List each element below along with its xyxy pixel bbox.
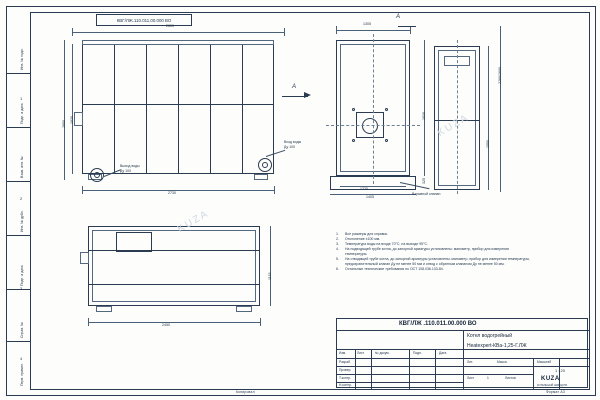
company-sub: КОТЕЛЬНЫЙ ЗАВОД РФ [537,384,568,387]
dim-line-front-height-overall [64,40,65,180]
front-view-top-rail [82,40,274,45]
dim-line-top-depth [270,226,271,306]
section-arrow-line-side [398,26,416,27]
top-view-foot-left [96,306,112,312]
dim-side-base-height: 325 [422,178,426,184]
callout-outlet-line1: Выход воды [120,164,140,168]
dim-front-width-inner: 2730 [168,191,176,195]
dim-line-front-width-overall [72,32,284,33]
dim-side-right-overall: 2260/2600 [498,67,502,84]
strip-label-2: Взам. инв. № [20,156,24,178]
dim-side-body-height: 1830 [422,112,426,120]
section-label-side: A [396,14,401,20]
tb-sheet-label: Лист [467,376,475,380]
top-view-panel-box [116,232,152,252]
callout-inlet-line1: Вход воды [284,140,302,144]
edge-number-2: 2 [20,196,23,201]
tb-head-podp: Подп. [413,351,422,355]
note-num-6: 6. [336,266,339,271]
tb-sheet-value: 1 [487,376,489,380]
dim-tick-c [82,186,83,194]
dim-line-side-bottom-width [340,186,406,187]
edge-number-1: 1 [20,96,23,101]
note-text-5: На отводящей трубе котла, до запорной арматуры установлены: манометр, прибор для измерения температуры, предохранительный клапан Ду не менее 50 мм и отвод с обратным клапаном Ду не менее 50 мм. [345,256,530,266]
left-title-strip [6,12,31,388]
note-num-1: 1. [336,232,339,236]
strip-label-5: Справ. № [20,322,24,338]
top-view-line-2 [88,284,260,285]
dim-front-height-inner: 1930 [70,116,74,124]
side-view-bolt-3 [352,139,355,142]
designation-stamp-text: КВГ/ЛЖ.110.011.00.000 ВО [116,17,172,23]
front-view-foot-right [254,174,268,180]
side-view-bolt-4 [385,139,388,142]
title-block [336,318,588,388]
tb-head-list: Лист [357,351,365,355]
strip-label-0: Инв. № подл. [20,48,24,70]
dim-tick-f [410,26,411,34]
dim-side-right-inner: 1550 [486,140,490,148]
front-view-panel-div-3 [178,44,179,174]
tb-role-prover: Провер. [339,368,352,372]
top-view-line-1 [88,250,260,251]
side-view-centerline-v [373,34,374,184]
tb-sheets-label: Листов [505,376,516,380]
tb-mass-label: Масса [497,360,507,364]
dim-top-depth: 1115 [268,272,272,280]
front-view-panel-div-4 [210,44,211,174]
top-view-foot-right [236,306,252,312]
dim-line-front-width-inner [82,190,274,191]
dim-front-height-overall: 2950 [62,120,66,128]
dim-line-side-top-width [336,30,410,31]
note-text-3: Температура воды на входе 70°С, на выходе 95°С. [345,241,428,246]
front-view-panel-div-5 [242,44,243,174]
note-num-2: 2. [336,236,339,241]
watermark-secondary: KUZA [435,112,472,139]
strip-label-1: Подп. и дата [20,103,24,124]
strip-label-6: Перв. примен. [20,362,24,386]
callout-outlet [120,164,140,173]
dim-tick-h [260,318,261,326]
note-text-1: Все размеры для справок. [345,232,389,236]
tb-head-izm: Изм. [339,351,347,355]
side-view-bolt-2 [385,108,388,111]
dim-tick-g [88,318,89,326]
tb-role-razrab: Разраб. [339,360,351,364]
edge-number-4: 4 [20,356,23,361]
side-view-centerline-h [326,125,420,126]
designation-stamp [96,14,192,26]
footer-copied-label: Копировал [236,390,255,394]
note-text-2: Отклонение ±100 мм. [345,236,381,241]
tb-scale-value: 1 : 20 [555,368,566,373]
note-num-3: 3. [336,241,339,246]
technical-requirements [336,232,532,272]
front-view-panel-div-1 [114,44,115,174]
edge-number-3: 3 [20,286,23,291]
callout-outlet-line2: Ду 100 [120,168,132,173]
dim-line-top-width [88,322,260,323]
tb-head-data: Дата [439,351,447,355]
tb-scale-label: Масштаб [537,360,552,364]
company-logo: KUZA [541,376,560,382]
note-num-5: 5. [336,256,339,261]
top-view-left-nozzle [80,252,89,264]
callout-explosion-valve: Взрывной клапан [412,192,441,196]
dim-line-side-right-inner [488,46,489,190]
title-block-designation: КВГ/ЛЖ .110.011.00.000 ВО [399,321,477,327]
dim-top-width: 2450 [162,323,170,327]
callout-inlet-line2: Ду 100 [284,144,296,149]
dim-side-overall-width: 1405 [366,195,374,199]
tb-role-tkontr: Т.контр. [339,376,351,380]
dim-line-side-body-height [424,40,425,176]
tb-head-docum: № докум. [375,351,390,355]
dim-line-side-right-overall [500,26,501,192]
front-view-flange-inlet-inner [262,162,268,168]
title-block-product-line2: Heatexpert-КВа-1,25-Г.ЛЖ [467,343,527,349]
side-view-burner-circle [362,118,378,134]
note-text-4: На подводящей трубе котла, до запорной арматуры установлены: манометр, прибор для измерения температуры. [345,246,509,256]
note-text-6: Остальные технические требования по ОСТ 108.036.133-84. [345,266,444,271]
front-view-flange-outlet-inner [94,172,100,178]
section-arrow-head-front [304,92,311,98]
dim-tick-d [274,186,275,194]
callout-inlet [284,140,301,149]
tb-role-nkontr: Н.контр. [339,383,352,387]
front-view-panel-div-2 [146,44,147,174]
dim-side-bottom-width: 1220 [360,187,368,191]
side-view-bolt-1 [352,108,355,111]
watermark: KUZA [175,208,212,235]
dim-tick-e [336,26,337,34]
dim-side-top-width: 1305 [363,22,371,26]
dim-tick-a [72,28,73,36]
strip-label-3: Инв. № дубл. [20,210,24,232]
section-label-front: A [292,84,297,90]
dim-tick-b [284,28,285,36]
footer-format-label: Формат A3 [546,390,565,394]
note-num-4: 4. [336,246,339,251]
dim-line-front-height-inner [72,44,73,174]
title-block-product-line1: Котел водогрейный [467,333,513,339]
front-view-left-nozzle [74,112,83,126]
tb-lit-label: Лит. [467,360,474,364]
strip-label-4: Подп. и дата [20,265,24,286]
dim-front-width-overall: 2850 [166,24,174,28]
